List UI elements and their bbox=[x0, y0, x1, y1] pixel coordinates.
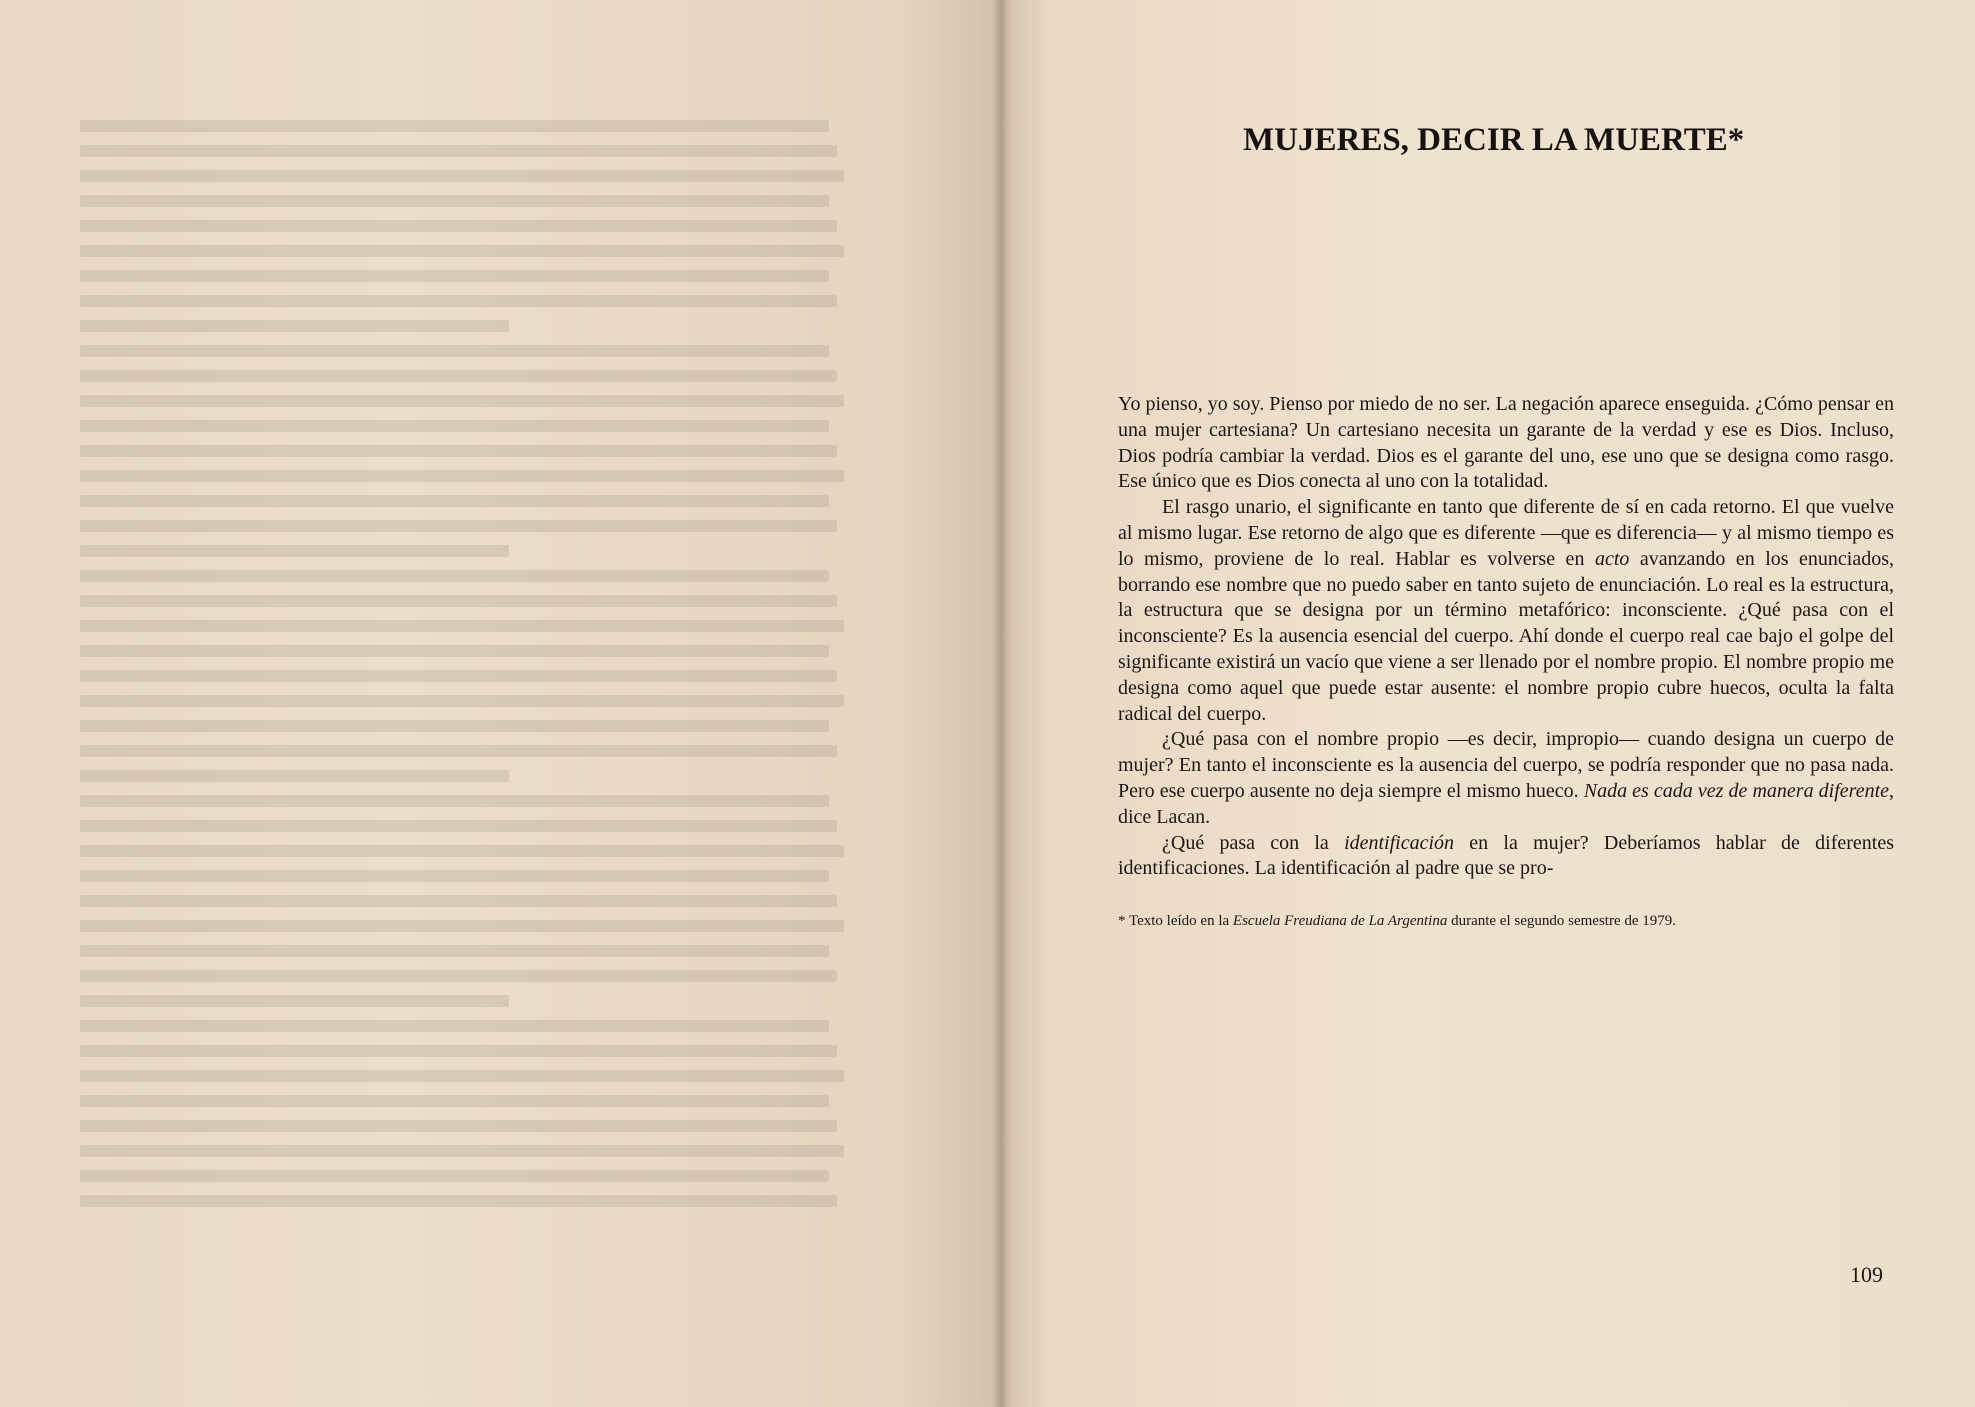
show-through-line bbox=[80, 920, 844, 932]
show-through-line bbox=[80, 895, 837, 907]
show-through-line bbox=[80, 345, 829, 357]
show-through-line bbox=[80, 395, 844, 407]
italic-text: Nada es cada vez de manera diferente bbox=[1583, 779, 1889, 802]
chapter-title: MUJERES, DECIR LA MUERTE* bbox=[1243, 122, 1745, 158]
text-run: , dice Lacan. bbox=[1118, 779, 1894, 828]
show-through-line bbox=[80, 945, 829, 957]
show-through-line bbox=[80, 845, 844, 857]
footnote bbox=[1118, 912, 1894, 931]
show-through-line bbox=[80, 620, 844, 632]
show-through-line bbox=[80, 495, 829, 507]
show-through-line bbox=[80, 1095, 829, 1107]
page-number: 109 bbox=[1850, 1262, 1883, 1287]
show-through-line bbox=[80, 1195, 837, 1207]
show-through-line bbox=[80, 695, 844, 707]
text-run: Yo pienso, yo soy. Pienso por miedo de no ser. La negación aparece enseguida. ¿Cómo pensar en una mujer cartesiana? Un cartesiano necesita un garante de la verdad y ese es Dios. Incluso, Dios podría cambiar la verdad. Dios es el garante del uno, ese uno que se designa como rasgo. Ese único que es Dios conecta al uno con la totalidad. bbox=[1118, 393, 1894, 493]
show-through-line bbox=[80, 545, 509, 557]
italic-text: acto bbox=[1594, 547, 1630, 570]
show-through-line bbox=[80, 1070, 844, 1082]
show-through-line bbox=[80, 720, 829, 732]
text-run: durante el segundo semestre de 1979. bbox=[1447, 913, 1677, 930]
show-through-line bbox=[80, 970, 837, 982]
text-run: ¿Qué pasa con la bbox=[1162, 831, 1345, 854]
paragraph bbox=[1118, 727, 1894, 830]
show-through-line bbox=[80, 1170, 829, 1182]
show-through-line bbox=[80, 170, 844, 182]
paragraph bbox=[1118, 392, 1894, 495]
show-through-line bbox=[80, 1020, 829, 1032]
show-through-line bbox=[80, 245, 844, 257]
text-run: ¿Qué pasa con el nombre propio —es decir, impropio— cuando designa un cuerpo de mujer? En tanto el inconsciente es la ausencia del cuerpo, se podría responder que no pasa nada. Pero ese cuerpo ausente no deja siempre el mismo hueco. bbox=[1118, 728, 1894, 802]
paragraph bbox=[1118, 495, 1894, 727]
body-text bbox=[1118, 392, 1894, 882]
show-through-line bbox=[80, 670, 837, 682]
show-through-line bbox=[80, 795, 829, 807]
show-through-line bbox=[80, 220, 837, 232]
show-through-line bbox=[80, 470, 844, 482]
paragraph bbox=[1118, 831, 1894, 883]
text-run: El rasgo unario, el significante en tanto que diferente de sí en cada retorno. El que vuelve al mismo lugar. Ese retorno de algo que es diferente —que es diferencia— y al mismo tiempo es lo mismo, proviene de lo real. Hablar es volverse en bbox=[1118, 496, 1894, 570]
show-through-line bbox=[80, 520, 837, 532]
show-through-line bbox=[80, 1145, 844, 1157]
show-through-line bbox=[80, 870, 829, 882]
page-content bbox=[1118, 120, 1894, 931]
text-run: * Texto leído en la bbox=[1118, 913, 1233, 930]
show-through-line bbox=[80, 370, 837, 382]
show-through-line bbox=[80, 320, 509, 332]
show-through-line bbox=[80, 145, 837, 157]
show-through-line bbox=[80, 295, 837, 307]
show-through-line bbox=[80, 195, 829, 207]
show-through-line bbox=[80, 1045, 837, 1057]
italic-text: identificación bbox=[1344, 831, 1455, 854]
show-through-line bbox=[80, 595, 837, 607]
show-through-line bbox=[80, 820, 837, 832]
show-through-line bbox=[80, 995, 509, 1007]
show-through-line bbox=[80, 1120, 837, 1132]
show-through-text bbox=[80, 120, 860, 1260]
show-through-line bbox=[80, 445, 837, 457]
text-run: avanzando en los enunciados, borrando ese nombre que no puedo saber en tanto sujeto de enunciación. Lo real es la estructura, la estructura que se designa por un término metafórico: inconsciente. ¿Qué pasa con el inconsciente? Es la ausencia esencial del cuerpo. Ahí donde el cuerpo real cae bajo el golpe del significante existirá un vacío que viene a ser llenado por el nombre propio. El nombre propio me designa como aquel que puede estar ausente: el nombre propio cubre huecos, oculta la falta radical del cuerpo. bbox=[1118, 547, 1895, 725]
show-through-line bbox=[80, 645, 829, 657]
book-gutter bbox=[992, 0, 1010, 1407]
show-through-line bbox=[80, 420, 829, 432]
show-through-line bbox=[80, 570, 829, 582]
show-through-line bbox=[80, 120, 829, 132]
show-through-line bbox=[80, 770, 509, 782]
italic-text: Escuela Freudiana de La Argentina bbox=[1232, 913, 1448, 930]
text-run: en la mujer? Deberíamos hablar de diferentes identificaciones. La identificación al padre que se pro- bbox=[1118, 831, 1894, 880]
show-through-line bbox=[80, 270, 829, 282]
show-through-line bbox=[80, 745, 837, 757]
